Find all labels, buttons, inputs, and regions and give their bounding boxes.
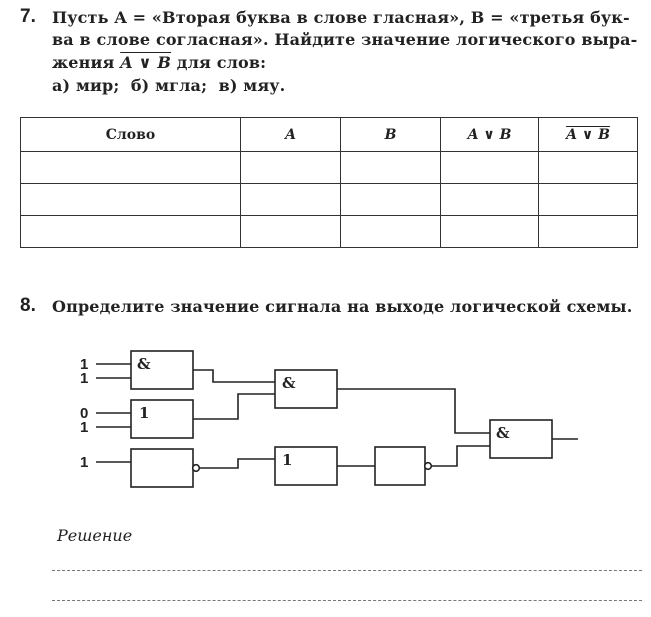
- gate-and-2-label: &: [282, 374, 296, 392]
- answer-line-1[interactable]: [52, 570, 642, 571]
- gate-and-1-label: &: [137, 355, 151, 373]
- expression-not-a-or-b: A ∨ B: [120, 53, 172, 72]
- header-b: B: [341, 118, 441, 152]
- header-not-a-or-b: A ∨ B: [539, 118, 638, 152]
- task-8-number: 8.: [20, 295, 36, 316]
- inversion-bubble-2: [425, 463, 432, 470]
- task-7-line-3-prefix: жения: [52, 53, 115, 72]
- solution-label: Решение: [57, 526, 133, 545]
- gate-or-2-label: 1: [282, 451, 293, 469]
- input-5: 1: [80, 454, 89, 471]
- input-1: 1: [80, 356, 89, 373]
- task-7-number: 7.: [20, 6, 36, 27]
- header-a-or-b: A ∨ B: [441, 118, 539, 152]
- task-7-line-2: ва в слове согласная». Найдите значение логического выра-: [52, 30, 638, 49]
- gate-or-1-label: 1: [139, 404, 150, 422]
- inversion-bubble-1: [193, 465, 200, 472]
- task-7-line-3-suffix: для слов:: [176, 53, 267, 72]
- input-2: 1: [80, 370, 89, 387]
- task-7-words: а) мир; б) мгла; в) мяу.: [52, 76, 286, 95]
- task-8-text: Определите значение сигнала на выходе логической схемы.: [52, 297, 633, 316]
- header-word: Слово: [21, 118, 241, 152]
- gate-and-out-label: &: [496, 424, 510, 442]
- header-a: A: [241, 118, 341, 152]
- gate-not-2: [375, 447, 425, 485]
- gate-not-1: [131, 449, 193, 487]
- input-4: 1: [80, 419, 89, 436]
- input-3: 0: [80, 405, 89, 422]
- task-7-line-1: Пусть A = «Вторая буква в слове гласная», B = «третья бук-: [52, 8, 630, 27]
- answer-line-2[interactable]: [52, 600, 642, 601]
